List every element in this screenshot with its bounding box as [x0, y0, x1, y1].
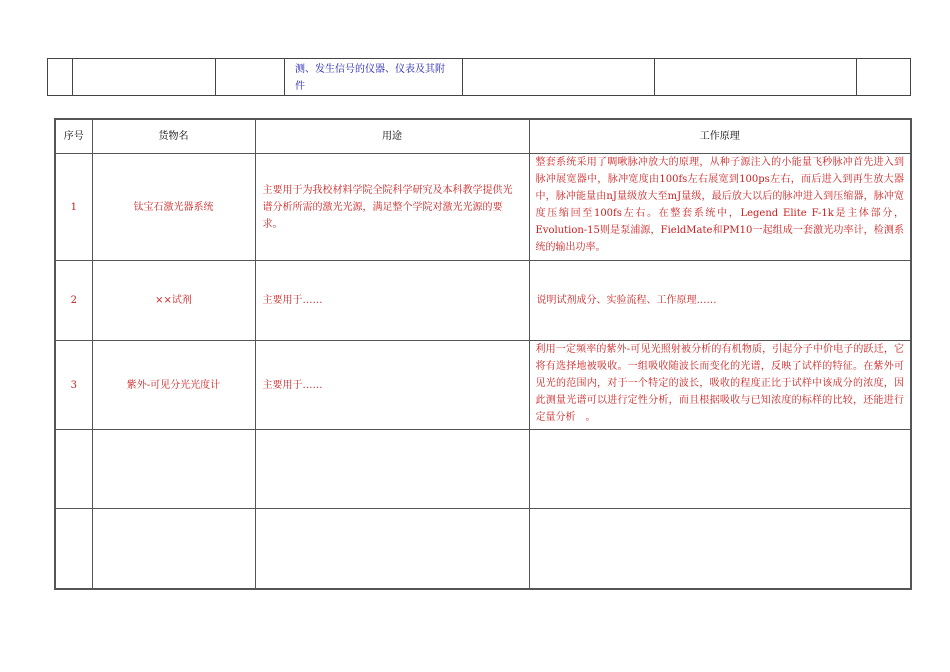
- previous-table-fragment: [47, 58, 911, 96]
- header-principle: 工作原理: [529, 119, 911, 154]
- table-row: [55, 154, 911, 261]
- fragment-description: 测、发生信号的仪器、仪表及其附件: [285, 59, 463, 96]
- goods-name: [92, 509, 255, 589]
- header-row: [55, 119, 911, 154]
- table-row: [55, 430, 911, 509]
- table-row: [55, 261, 911, 341]
- row-number: [55, 509, 92, 589]
- header-number: 序号: [55, 119, 92, 154]
- goods-use: 主要用于……: [255, 341, 529, 430]
- header-goods-name: 货物名: [92, 119, 255, 154]
- goods-use: 主要用于为我校材料学院全院科学研究及本科教学提供光谱分析所需的激光光源，满足整个学院对激光光源的要求。: [255, 154, 529, 261]
- table-row: [55, 509, 911, 589]
- row-number: [55, 430, 92, 509]
- row-number: 3: [55, 341, 92, 430]
- fragment-row: [48, 59, 911, 96]
- goods-name: 钛宝石激光器系统: [92, 154, 255, 261]
- goods-name: 紫外-可见分光光度计: [92, 341, 255, 430]
- fragment-cell: [73, 59, 216, 96]
- goods-table: [54, 118, 912, 590]
- goods-use: [255, 509, 529, 589]
- row-number: 1: [55, 154, 92, 261]
- row-number: 2: [55, 261, 92, 341]
- goods-name: [92, 430, 255, 509]
- goods-principle: [529, 509, 911, 589]
- goods-name: ××试剂: [92, 261, 255, 341]
- fragment-cell: [857, 59, 911, 96]
- goods-principle: 说明试剂成分、实验流程、工作原理……: [529, 261, 911, 341]
- fragment-cell: [463, 59, 655, 96]
- goods-principle: [529, 430, 911, 509]
- goods-use: [255, 430, 529, 509]
- table-row: [55, 341, 911, 430]
- fragment-cell: [655, 59, 857, 96]
- header-use: 用途: [255, 119, 529, 154]
- fragment-cell: [48, 59, 73, 96]
- fragment-cell: [216, 59, 285, 96]
- goods-principle: 整套系统采用了啁啾脉冲放大的原理，从种子源注入的小能量飞秒脉冲首先进入到脉冲展宽器中，脉冲宽度由100fs左右展宽到100ps左右，而后进入到再生放大器中，脉冲能量由nJ量级放大至mJ量级，最后放大以后的脉冲进入到压缩器，脉冲宽度压缩回至100fs左右。在整套系统中，Legend Elite F-1k是主体部分，Evolution-15则是泵浦源，FieldMate和PM10一起组成一套激光功率计，检测系统的输出功率。: [529, 154, 911, 261]
- goods-principle: 利用一定频率的紫外-可见光照射被分析的有机物质，引起分子中价电子的跃迁，它将有选择地被吸收。一组吸收随波长而变化的光谱，反映了试样的特征。在紫外可见光的范围内，对于一个特定的波长，吸收的程度正比于试样中该成分的浓度，因此测量光谱可以进行定性分析，而且根据吸收与已知浓度的标样的比较，还能进行定量分析 。: [529, 341, 911, 430]
- goods-use: 主要用于……: [255, 261, 529, 341]
